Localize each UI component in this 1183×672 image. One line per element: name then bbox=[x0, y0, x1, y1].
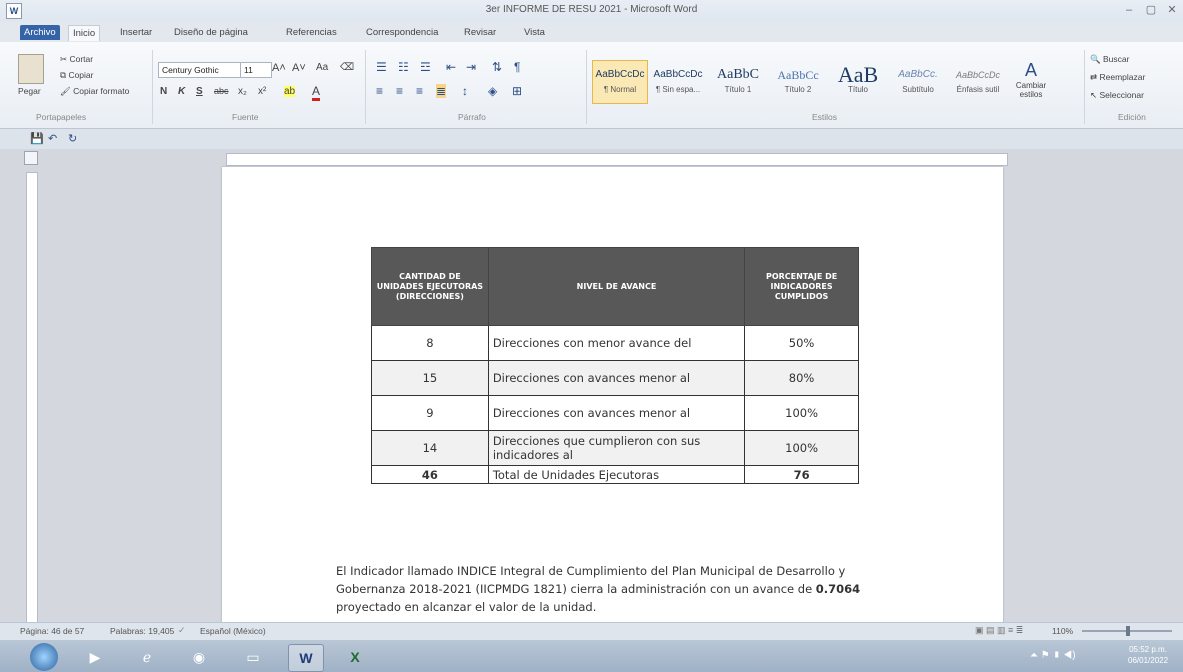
horizontal-ruler[interactable] bbox=[226, 153, 1008, 166]
underline-button[interactable]: S bbox=[196, 86, 203, 97]
start-orb-icon[interactable] bbox=[30, 643, 58, 671]
table-row bbox=[372, 361, 859, 396]
style-preview: AaBbC bbox=[717, 67, 759, 82]
tab-vista[interactable]: Vista bbox=[524, 27, 545, 38]
tab-referencias[interactable]: Referencias bbox=[286, 27, 337, 38]
redo-icon[interactable]: ↻ bbox=[68, 133, 78, 145]
strikethrough-button[interactable]: abc bbox=[214, 86, 229, 96]
change-styles-label: Cambiar estilos bbox=[1015, 81, 1047, 99]
clock[interactable] bbox=[1128, 644, 1168, 666]
zoom-level[interactable]: 110% bbox=[1052, 626, 1074, 636]
body-paragraph bbox=[336, 562, 916, 616]
highlight-button[interactable]: ab bbox=[284, 86, 296, 97]
style-preview: AaBbCc bbox=[777, 68, 819, 82]
style-sin-espaciado[interactable] bbox=[650, 60, 706, 104]
cell-level: Direcciones con menor avance del bbox=[488, 326, 744, 361]
group-separator bbox=[152, 50, 153, 124]
subscript-button[interactable]: x₂ bbox=[238, 86, 247, 97]
paragraph-value: 0.7064 bbox=[815, 582, 861, 596]
style-titulo[interactable] bbox=[830, 60, 886, 104]
align-right-icon[interactable]: ≡ bbox=[416, 84, 424, 98]
shading-icon[interactable]: ◈ bbox=[488, 84, 498, 98]
paragraph-text-after: proyectado en alcanzar el valor de la unidad. bbox=[336, 600, 597, 614]
style-titulo-1[interactable] bbox=[710, 60, 766, 104]
header-units: CANTIDAD DE UNIDADES EJECUTORAS (DIRECCIONES) bbox=[372, 248, 489, 326]
tab-revisar[interactable]: Revisar bbox=[464, 27, 497, 38]
document-page[interactable] bbox=[222, 167, 1003, 625]
table-total-row bbox=[372, 466, 859, 484]
find-button[interactable]: 🔍 Buscar bbox=[1090, 54, 1130, 64]
scissors-icon: ✂ bbox=[60, 54, 70, 64]
clock-time: 05:52 p.m. bbox=[1129, 645, 1167, 654]
group-separator bbox=[365, 50, 366, 124]
font-size-select[interactable]: 11 bbox=[240, 62, 272, 78]
cell-units: 9 bbox=[372, 396, 489, 431]
numbering-icon[interactable]: ☷ bbox=[398, 60, 409, 74]
replace-button[interactable]: ⇄ Reemplazar bbox=[1090, 72, 1146, 82]
cursor-icon: ↖ bbox=[1090, 90, 1100, 100]
italic-button[interactable]: K bbox=[178, 86, 186, 97]
word-taskbar-icon[interactable]: W bbox=[288, 644, 324, 672]
grow-font-button[interactable]: A˄ bbox=[272, 62, 286, 74]
cell-units: 8 bbox=[372, 326, 489, 361]
borders-icon[interactable]: ⊞ bbox=[512, 84, 523, 98]
cell-units: 15 bbox=[372, 361, 489, 396]
taskbar bbox=[0, 640, 1183, 672]
paste-icon[interactable] bbox=[18, 54, 44, 84]
internet-explorer-icon[interactable]: ℯ bbox=[142, 649, 152, 665]
style-name: Título 2 bbox=[784, 85, 812, 94]
replace-icon: ⇄ bbox=[1090, 72, 1100, 82]
tab-inicio[interactable]: Inicio bbox=[68, 25, 100, 41]
multilevel-list-icon[interactable]: ☲ bbox=[420, 60, 431, 74]
cut-button[interactable]: ✂ Cortar bbox=[60, 54, 94, 64]
status-word-count[interactable]: Palabras: 19,405 bbox=[110, 626, 175, 636]
group-label-font: Fuente bbox=[232, 112, 259, 122]
cell-percent: 80% bbox=[745, 361, 859, 396]
style-name: Subtítulo bbox=[902, 85, 934, 94]
table-row bbox=[372, 396, 859, 431]
font-color-button[interactable]: A bbox=[312, 84, 320, 101]
font-name-select[interactable]: Century Gothic bbox=[158, 62, 244, 78]
zoom-slider-thumb[interactable] bbox=[1126, 626, 1130, 636]
pilcrow-icon[interactable]: ¶ bbox=[514, 60, 521, 74]
shrink-font-button[interactable]: A˅ bbox=[292, 62, 306, 74]
style-name: Título 1 bbox=[724, 85, 752, 94]
style-preview: AaBbCcDc bbox=[653, 69, 703, 80]
style-titulo-2[interactable] bbox=[770, 60, 826, 104]
group-separator bbox=[1084, 50, 1085, 124]
total-units: 46 bbox=[372, 466, 489, 484]
header-level: NIVEL DE AVANCE bbox=[488, 248, 744, 326]
style-name: ¶ Normal bbox=[603, 85, 637, 94]
align-center-icon[interactable]: ≡ bbox=[396, 84, 404, 98]
paste-button-label[interactable]: Pegar bbox=[18, 86, 41, 96]
clear-format-button[interactable]: ⌫ bbox=[340, 62, 355, 73]
status-language[interactable]: Español (México) bbox=[200, 626, 266, 636]
cell-percent: 100% bbox=[745, 431, 859, 466]
tab-insertar[interactable]: Insertar bbox=[120, 27, 153, 38]
quick-access-toolbar bbox=[0, 129, 1183, 149]
view-buttons-icon[interactable]: ▣ ▤ ▥ ≡ ≣ bbox=[975, 625, 1024, 635]
group-label-clipboard: Portapapeles bbox=[36, 112, 87, 122]
select-button[interactable]: ↖ Seleccionar bbox=[1090, 90, 1144, 100]
total-label: Total de Unidades Ejecutoras bbox=[488, 466, 744, 484]
change-case-button[interactable]: Aa bbox=[316, 62, 329, 73]
copy-icon: ⧉ bbox=[60, 70, 69, 80]
media-player-icon[interactable]: ▶ bbox=[89, 649, 101, 665]
style-normal[interactable] bbox=[592, 60, 648, 104]
cell-level: Direcciones que cumplieron con sus indicadores al bbox=[488, 431, 744, 466]
ruler-tab-selector[interactable] bbox=[24, 151, 38, 165]
style-name: Énfasis sutil bbox=[956, 85, 1000, 94]
style-subtitulo[interactable] bbox=[890, 60, 946, 104]
status-page-count[interactable]: Página: 46 de 57 bbox=[20, 626, 85, 636]
close-button[interactable]: ✕ bbox=[1167, 4, 1177, 16]
increase-indent-icon[interactable]: ⇥ bbox=[466, 60, 477, 74]
window-title: 3er INFORME DE RESU 2021 - Microsoft Word bbox=[485, 4, 698, 15]
total-percent: 76 bbox=[745, 466, 859, 484]
style-preview: AaBbCc. bbox=[898, 69, 938, 80]
style-name: ¶ Sin espa... bbox=[655, 85, 701, 94]
save-icon[interactable]: 💾 bbox=[30, 133, 44, 145]
copy-button[interactable]: ⧉ Copiar bbox=[60, 70, 94, 80]
table-row bbox=[372, 431, 859, 466]
format-painter-button[interactable]: 🖌 Copiar formato bbox=[60, 86, 130, 96]
style-enfasis-sutil[interactable] bbox=[950, 60, 1006, 104]
progress-table bbox=[371, 247, 859, 484]
paragraph-text-before: El Indicador llamado INDICE Integral de Cumplimiento del Plan Municipal de Desarrollo y Gobernanza 2018-2021 (IICPMDG 1821) cierra la administración con un avance de bbox=[336, 564, 846, 596]
style-name: Título bbox=[847, 85, 868, 94]
cell-level: Direcciones con avances menor al bbox=[488, 396, 744, 431]
style-preview: AaBbCcDc bbox=[595, 69, 645, 80]
change-styles-icon: A bbox=[1024, 60, 1037, 80]
group-separator bbox=[586, 50, 587, 124]
cell-percent: 100% bbox=[745, 396, 859, 431]
cell-units: 14 bbox=[372, 431, 489, 466]
cell-percent: 50% bbox=[745, 326, 859, 361]
table-row bbox=[372, 326, 859, 361]
tab-diseno-pagina[interactable]: Diseño de página bbox=[174, 27, 248, 38]
bold-button[interactable]: N bbox=[160, 86, 168, 97]
cell-level: Direcciones con avances menor al bbox=[488, 361, 744, 396]
sort-icon[interactable]: ⇅ bbox=[492, 60, 503, 74]
bullets-icon[interactable]: ☰ bbox=[376, 60, 387, 74]
maximize-button[interactable]: ▢ bbox=[1145, 4, 1157, 16]
style-preview: AaB bbox=[837, 62, 879, 87]
group-label-paragraph: Párrafo bbox=[458, 112, 486, 122]
minimize-button[interactable]: – bbox=[1125, 4, 1133, 16]
decrease-indent-icon[interactable]: ⇤ bbox=[446, 60, 457, 74]
group-label-styles: Estilos bbox=[812, 112, 838, 122]
excel-taskbar-icon[interactable]: X bbox=[350, 649, 360, 665]
justify-icon[interactable]: ≣ bbox=[436, 84, 447, 98]
system-tray-icons[interactable]: ⏶ ⚑ ▮ ◀) bbox=[1030, 650, 1076, 661]
binoculars-icon: 🔍 bbox=[1090, 54, 1103, 64]
line-spacing-icon[interactable]: ↕ bbox=[462, 84, 468, 98]
chrome-icon[interactable]: ◉ bbox=[192, 649, 206, 665]
tab-archivo[interactable]: Archivo bbox=[20, 25, 60, 40]
brush-icon: 🖌 bbox=[60, 86, 74, 96]
change-styles-button[interactable] bbox=[1014, 60, 1048, 106]
style-preview: AaBbCcDc bbox=[955, 70, 1000, 80]
file-explorer-icon[interactable]: ▭ bbox=[246, 649, 260, 665]
header-percent: PORCENTAJE DE INDICADORES CUMPLIDOS bbox=[745, 248, 859, 326]
proofing-icon[interactable]: ✓ bbox=[178, 625, 186, 635]
align-left-icon[interactable]: ≡ bbox=[376, 84, 384, 98]
group-label-editing: Edición bbox=[1118, 112, 1146, 122]
vertical-ruler[interactable] bbox=[26, 172, 38, 624]
word-app-icon[interactable]: W bbox=[6, 3, 22, 19]
tab-correspondencia[interactable]: Correspondencia bbox=[366, 27, 439, 38]
undo-icon[interactable]: ↶ bbox=[48, 133, 58, 145]
superscript-button[interactable]: x² bbox=[258, 86, 267, 97]
clock-date: 06/01/2022 bbox=[1128, 656, 1169, 665]
